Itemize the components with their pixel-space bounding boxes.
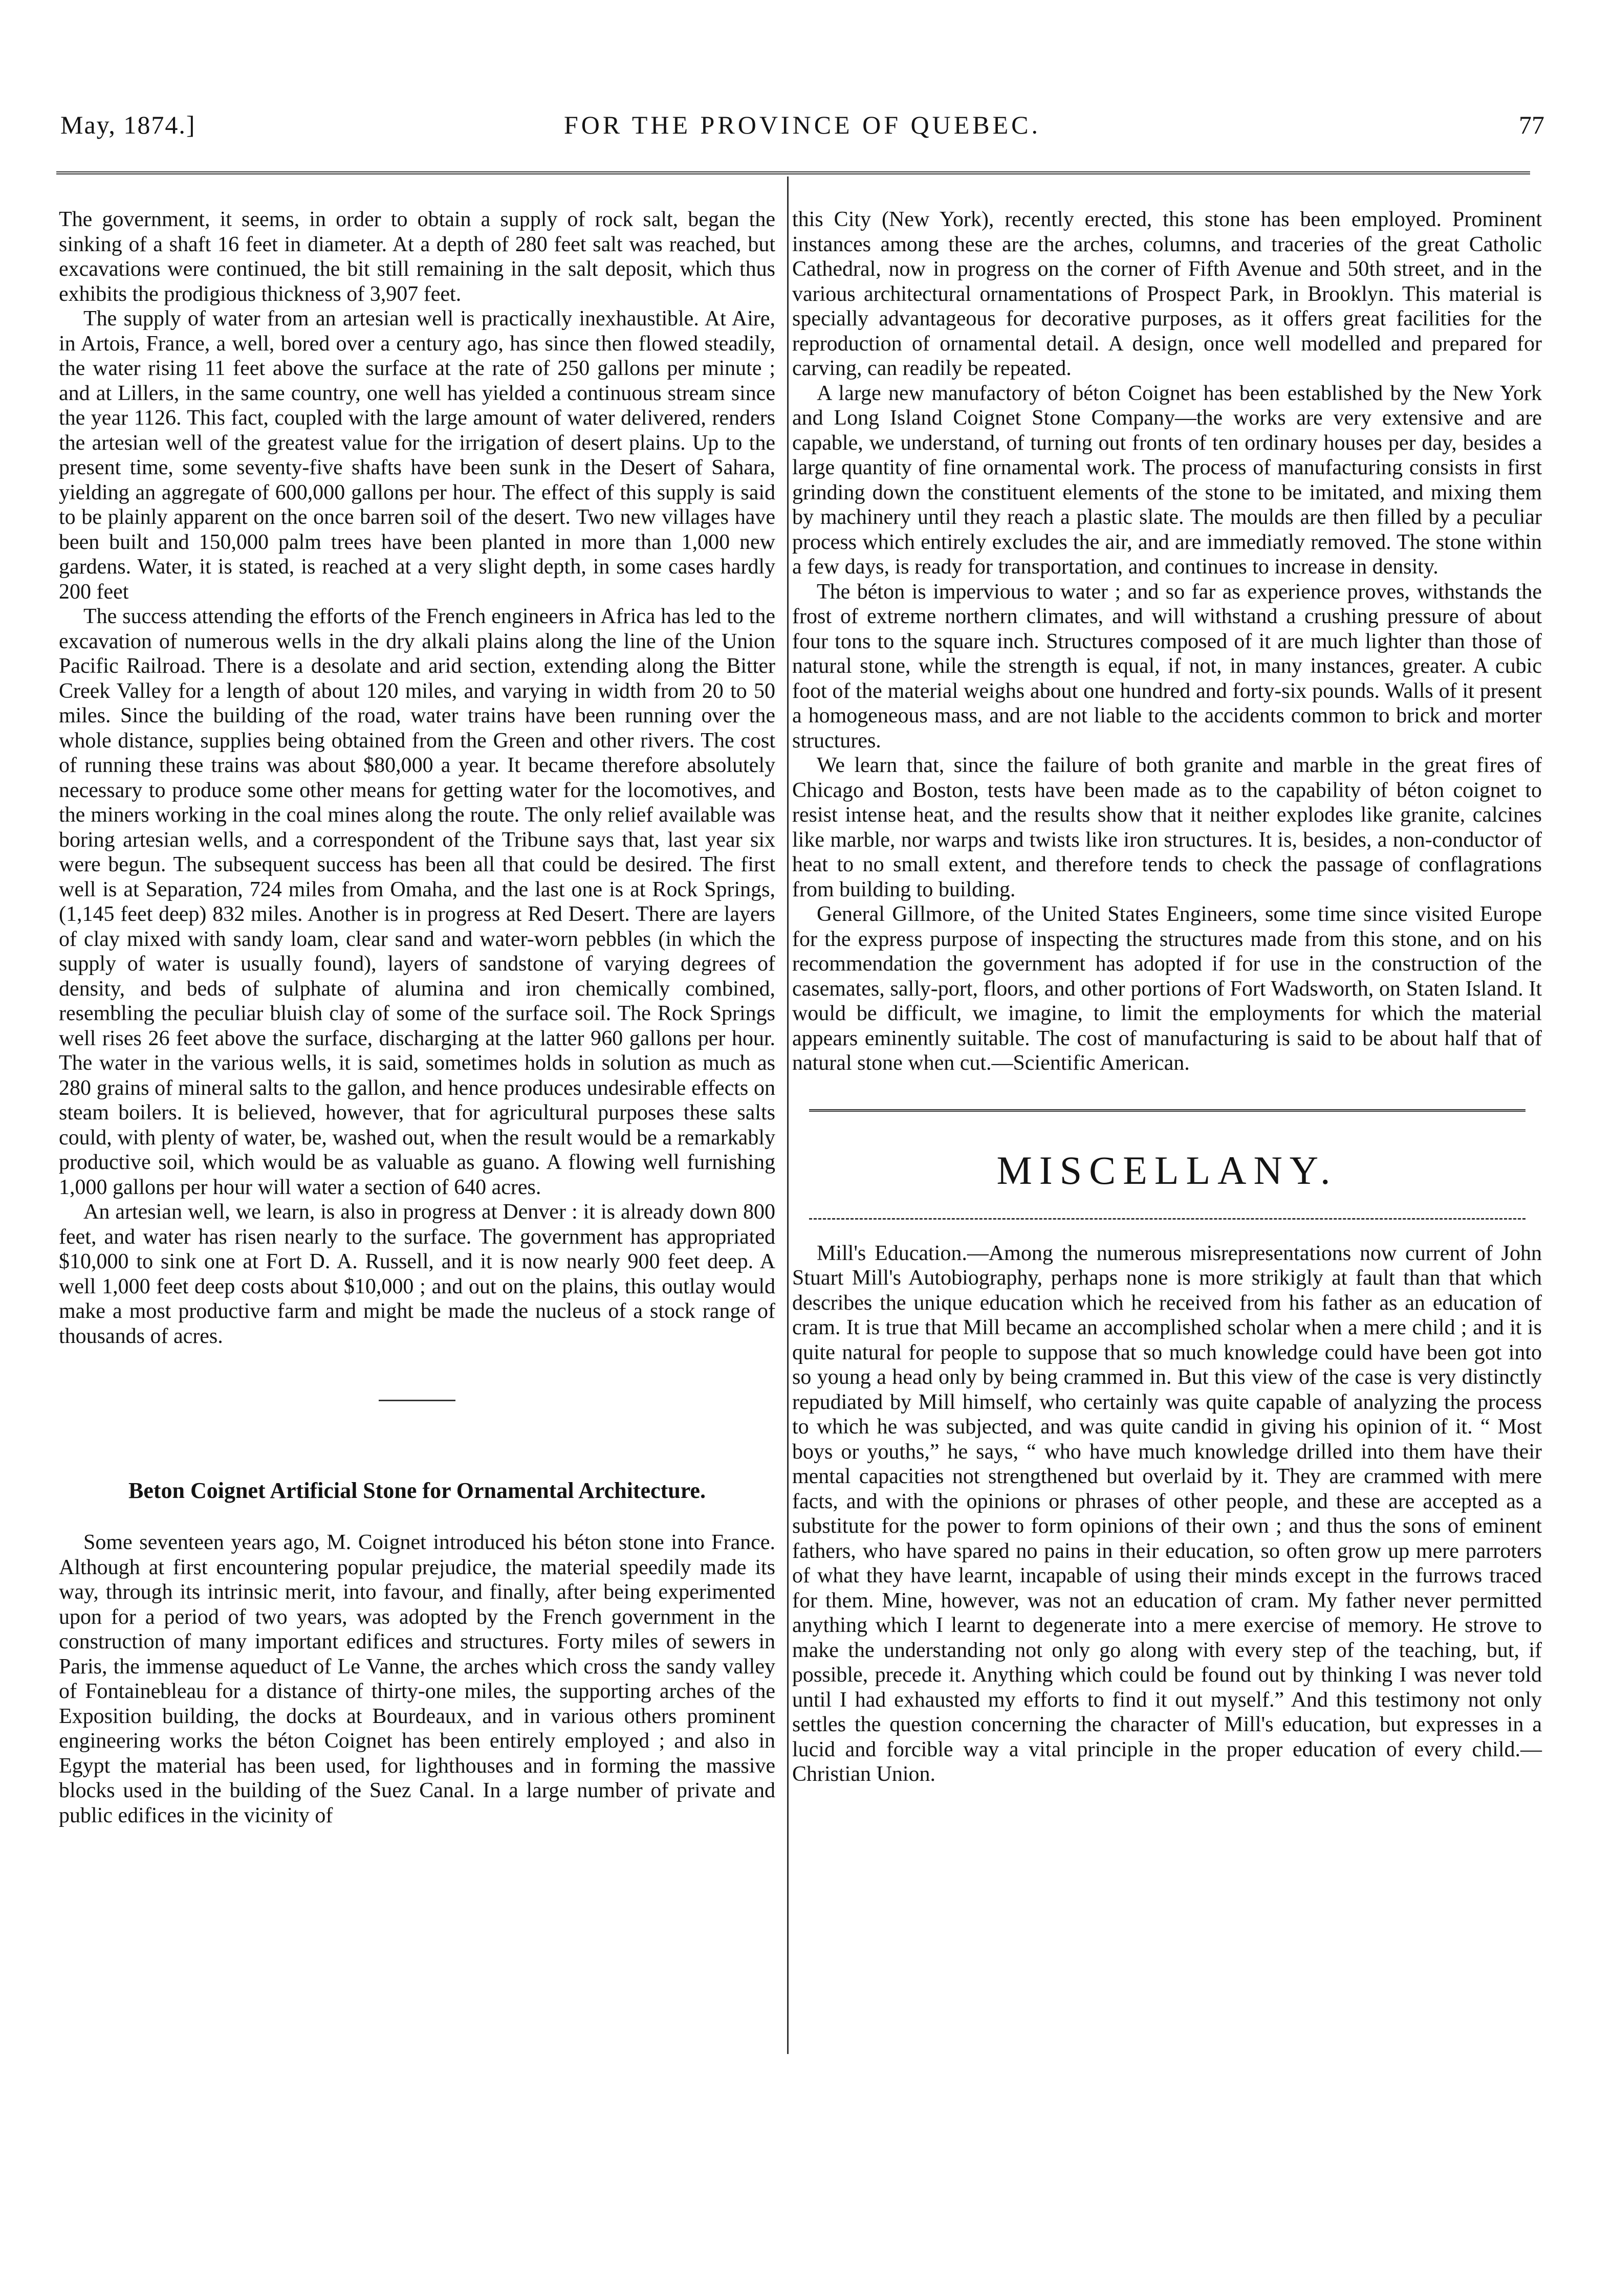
paragraph: this City (New York), recently erected, this stone has been employed. Prominent instances among these are the arches, columns, and traceries of the great Catholic Cathedral, now in progress on the corner of Fifth Avenue and 50th street, and in the various architectural ornamentations of Prospect Park, in Brooklyn. This material is specially advantageous for decorative purposes, as it offers great facilities for the reproduction of ornamental detail. A design, once well modelled and prepared for carving, can readily be repeated. <box>792 208 1542 380</box>
right-column <box>792 207 1542 1787</box>
page-number: 77 <box>1519 111 1544 139</box>
paragraph: Some seventeen years ago, M. Coignet introduced his béton stone into France. Although at first encountering popular prejudice, the material speedily made its way, through its intrinsic merit, into favour, and finally, after being experimented upon for a period of two years, was adopted by the French government in the construction of many important edifices and structures. Forty miles of sewers in Paris, the immense aqueduct of Le Vanne, the arches which cross the sandy valley of Fontainebleau for a distance of thirty-one miles, the supporting arches of the Exposition building, the docks at Bourdeaux, and in various others prominent engineering works the béton Coignet has been entirely employed ; and also in Egypt the material has been used, for lighthouses and in forming the massive blocks used in the building of the Suez Canal. In a large number of private and public edifices in the vicinity of <box>59 1531 775 1827</box>
paragraph: The success attending the efforts of the French engineers in Africa has led to the excavation of numerous wells in the dry alkali plains along the line of the Union Pacific Railroad. There is a desolate and arid section, extending along the Bitter Creek Valley for a length of about 120 miles, and varying in width from 20 to 50 miles. Since the building of the road, water trains have been running over the whole distance, supplies being obtained from the Green and other rivers. The cost of running these trains was about $80,000 a year. It became therefore absolutely necessary to produce some other means for getting water for the locomotives, and the miners working in the coal mines along the route. The only relief available was boring artesian wells, and a correspondent of the Tribune says that, last year six were begun. The subsequent success has been all that could be desired. The first well is at Separation, 724 miles from Omaha, and the last one is at Rock Springs, (1,145 feet deep) 832 miles. Another is in progress at Red Desert. There are layers of clay mixed with sandy loam, clear sand and water-worn pebbles (in which the supply of water is usually found), layers of sandstone of varying degrees of density, and beds of sulphate of alumina and iron chemically combined, resembling the peculiar bluish clay of some of the surface soil. The Rock Springs well rises 26 feet above the surface, discharging at the latter 960 gallons per hour. The water in the various wells, it is said, sometimes holds in solution as much as 280 grains of mineral salts to the gallon, and hence produces undesirable effects on steam boilers. It is believed, however, that for agricultural purposes these salts could, with plenty of water, be, washed out, when the result would be a remarkably productive soil, which would be as valuable as guano. A flowing well furnishing 1,000 gallons per hour will water a section of 640 acres. <box>59 605 775 1199</box>
column-divider <box>787 176 789 2054</box>
left-column <box>59 207 775 1828</box>
header-date: May, 1874.] <box>60 111 196 139</box>
paragraph: Mill's Education.—Among the numerous misrepresentations now current of John Stuart Mill's Autobiography, perhaps none is more strikigly at fault than that which describes the unique education which he received from his father as an education of cram. It is true that Mill became an accomplished scholar when a mere child ; and it is quite natural for people to suppose that so much knowledge could have been got into so young a head only by being crammed in. But this view of the case is very distinctly repudiated by Mill himself, who certainly was quite capable of analyzing the process to which he was subjected, and was quite candid in giving his opinion of it. “ Most boys or youths,” he says, “ who have much knowledge drilled into them have their mental capacities not strengthened but overlaid by it. They are crammed with mere facts, and with the opinions or phrases of other people, and these are accepted as a substitute for the power to form opinions of their own ; and thus the sons of eminent fathers, who have spared no pains in their education, so often grow up mere parroters of what they have learnt, incapable of using their minds except in the furrows traced for them. Mine, however, was not an education of cram. My father never permitted anything which I learnt to degenerate into a mere exercise of memory. He strove to make the understanding not only go along with every step of the teaching, but, if possible, precede it. Anything which could be found out by thinking I was never told until I had exhausted my efforts to find it out myself.” And this testimony not only settles the question concerning the character of Mill's education, but expresses in a lucid and forcible way a vital principle in the proper education of every child.—Christian Union. <box>792 1241 1542 1786</box>
paragraph: The government, it seems, in order to obtain a supply of rock salt, began the sinking of a shaft 16 feet in diameter. At a depth of 280 feet salt was reached, but excavations were continued, the bit still remaining in the salt deposit, which thus exhibits the prodigious thickness of 3,907 feet. <box>59 208 775 306</box>
paragraph: An artesian well, we learn, is also in progress at Denver : it is already down 800 feet, and water has risen nearly to the surface. The government has appropriated $10,000 to sink one at Fort D. A. Russell, and it is now nearly 900 feet deep. A well 1,000 feet deep costs about $10,000 ; and out on the plains, this outlay would make a most productive farm and might be made the nucleus of a stock range of thousands of acres. <box>59 1200 775 1348</box>
paragraph: A large new manufactory of béton Coignet has been established by the New York and Long Island Coignet Stone Company—the works are very extensive and are capable, we understand, of turning out fronts of ten ordinary houses per day, besides a large quantity of fine ornamental work. The process of manufacturing consists in first grinding down the constituent elements of the stone to be imitated, and mixing them by machinery until they reach a plastic slate. The moulds are then filled by a peculiar process which entirely excludes the air, and are immediatly removed. The stone within a few days, is ready for transportation, and continues to increase in density. <box>792 381 1542 579</box>
paragraph: The béton is impervious to water ; and so far as experience proves, withstands the frost of extreme northern climates, and will withstand a crushing pressure of about four tons to the square inch. Structures composed of it are much lighter than those of natural stone, while the strength is equal, if not, in many instances, greater. A cubic foot of the material weighs about one hundred and forty-six pounds. Walls of it present a homogeneous mass, and are not liable to the accidents common to brick and morter structures. <box>792 580 1542 753</box>
miscellany-heading: MISCELLANY. <box>996 1147 1338 1193</box>
paragraph: General Gillmore, of the United States Engineers, some time since visited Europe for the express purpose of inspecting the structures made from this stone, and on his recommendation the government has adopted if for use in the construction of the casemates, sally-port, floors, and other portions of Fort Wadsworth, on Staten Island. It would be difficult, we imagine, to limit the employments for which the material appears eminently suitable. The cost of manufacturing is said to be about half that of natural stone when cut.—Scientific American. <box>792 902 1542 1075</box>
paragraph: We learn that, since the failure of both granite and marble in the great fires of Chicago and Boston, tests have been made as to the capability of béton coignet to resist intense heat, and the results show that it neither explodes like granite, calcines like marble, nor warps and twists like iron structures. It is, besides, a non-conductor of heat to no small extent, and therefore tends to check the passage of conflagrations from building to building. <box>792 754 1542 901</box>
page-header <box>60 110 1544 156</box>
section-separator <box>809 1109 1525 1112</box>
paragraph: The supply of water from an artesian well is practically inexhaustible. At Aire, in Artois, France, a well, bored over a century ago, has since then flowed steadily, the water rising 11 feet above the surface at the rate of 250 gallons per minute ; and at Lillers, in the same country, one well has yielded a continuous stream since the year 1126. This fact, coupled with the large amount of water delivered, renders the artesian well of the greatest value for the irrigation of desert plains. Up to the present time, some seventy-five shafts have been sunk in the Desert of Sahara, yielding an aggregate of 600,000 gallons per hour. The effect of this supply is said to be plainly apparent on the once barren soil of the desert. Two new villages have been built and 150,000 palm trees have been planted in more than 1,000 new gardens. Water, it is stated, is reached at a very slight depth, in some cases hardly 200 feet <box>59 307 775 604</box>
section-separator <box>379 1400 455 1401</box>
article-title: Beton Coignet Artificial Stone for Ornamental Architecture. <box>128 1478 706 1503</box>
heading-separator <box>809 1218 1525 1220</box>
header-rule <box>56 171 1530 174</box>
header-title: FOR THE PROVINCE OF QUEBEC. <box>564 111 1041 139</box>
